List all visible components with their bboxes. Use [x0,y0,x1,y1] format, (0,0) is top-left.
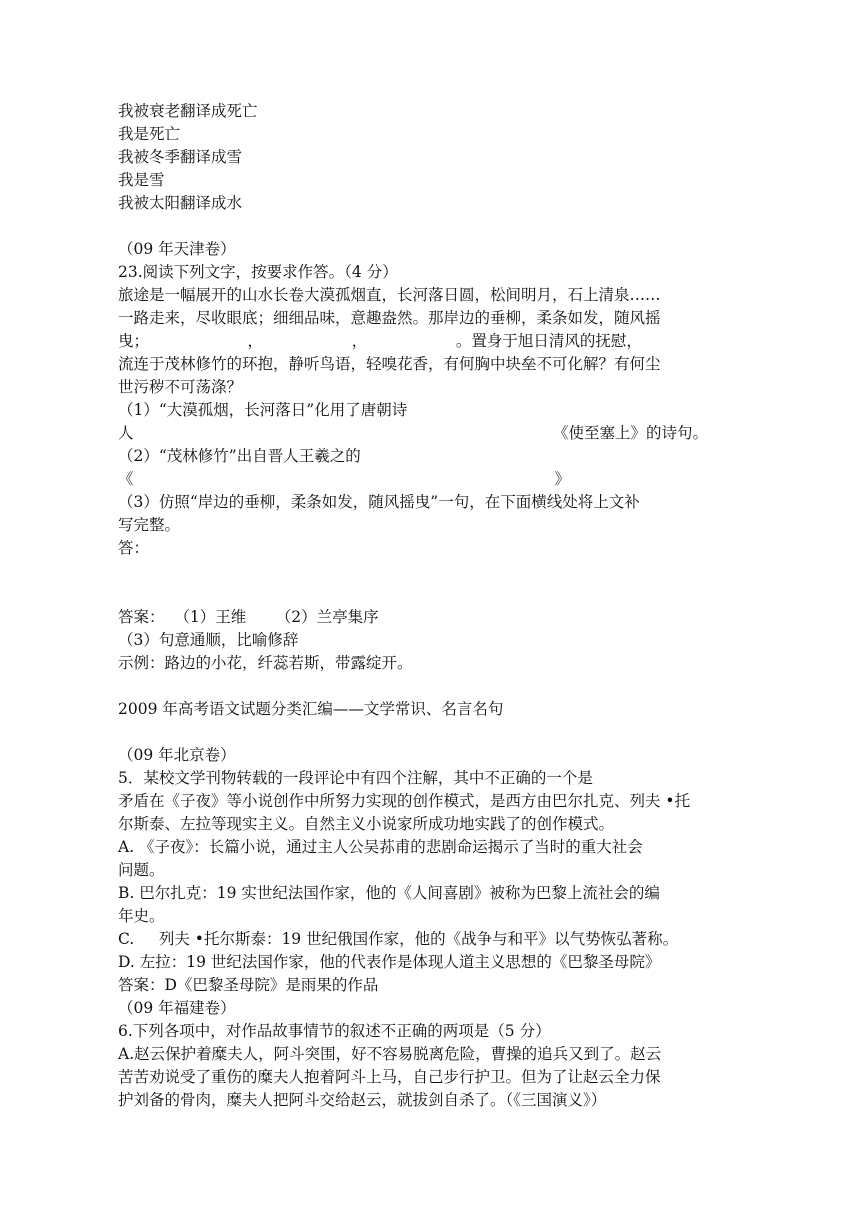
source-label: （09 年福建卷） [118,999,236,1017]
subquestion-2: （2）“茂林修竹”出自晋人王羲之的 [118,447,361,465]
option-line: 问题。 [118,861,165,879]
passage-line: 流连于茂林修竹的环抱，静听鸟语，轻嗅花香，有何胸中块垒不可化解？有何尘 [118,355,661,373]
question-line: 尔斯泰、左拉等现实主义。自然主义小说家所成功地实践了的创作模式。 [118,815,615,833]
poem [118,100,740,215]
answer-line: （3）句意通顺，比喻修辞 [118,631,299,649]
beijing-question [118,744,740,997]
question-line: 6.下列各项中，对作品故事情节的叙述不正确的两项是（5 分） [118,1022,551,1040]
option-line: B. 巴尔扎克：19 实世纪法国作家，他的《人间喜剧》被称为巴黎上流社会的编 [118,884,660,902]
poem-line: 我是死亡 [118,125,181,143]
answer-line: 示例：路边的小花，纤蕊若斯，带露绽开。 [118,654,413,672]
answer-line: 答案：D《巴黎圣母院》是雨果的作品 [118,976,379,994]
option-line: A.赵云保护着糜夫人，阿斗突围，好不容易脱离危险，曹操的追兵又到了。赵云 [118,1045,662,1063]
answer-line: 答案： （1）王维 （2）兰亭集序 [118,608,379,626]
option-line: D. 左拉：19 世纪法国作家，他的代表作是体现人道主义思想的《巴黎圣母院》 [118,953,661,971]
section-title: 2009 年高考语文试题分类汇编——文学常识、名言名句 [118,700,504,718]
answer-space [118,560,740,606]
option-line: 苦苦劝说受了重伤的糜夫人抱着阿斗上马，自己步行护卫。但为了让赵云全力保 [118,1068,661,1086]
option-line: 年史。 [118,907,165,925]
subquestion-3: （3）仿照“岸边的垂柳，柔条如发，随风摇曳”一句，在下面横线处将上文补 [118,493,640,511]
answer-label: 答： [118,539,150,557]
question-line: 5．某校文学刊物转载的一段评论中有四个注解，其中不正确的一个是 [118,769,593,787]
document-page [118,100,740,1112]
subquestion-3: 写完整。 [118,516,181,534]
option-line: A. 《子夜》：长篇小说，通过主人公吴荪甫的悲剧命运揭示了当时的重大社会 [118,838,643,856]
subquestion-1: （1）“大漠孤烟，长河落日”化用了唐朝诗 [118,401,408,419]
question-line: 矛盾在《子夜》等小说创作中所努力实现的创作模式，是西方由巴尔扎克、列夫 •托 [118,792,691,810]
passage-line: 一路走来，尽收眼底；细细品味，意趣盎然。那岸边的垂柳，柔条如发，随风摇 [118,309,661,327]
question-title: 23.阅读下列文字，按要求作答。（4 分） [118,263,398,281]
tianjin-question [118,238,740,675]
subquestion-1-blank-line [118,422,740,445]
spacer [118,721,740,744]
spacer [118,215,740,238]
spacer [118,675,740,698]
option-line: C. 列夫 •托尔斯泰：19 世纪俄国作家，他的《战争与和平》以气势恢弘著称。 [118,930,679,948]
fujian-question [118,997,740,1112]
blank-left: 人 [118,424,134,442]
blank-right: 》 [554,470,570,488]
source-label: （09 年天津卷） [118,240,236,258]
poem-line: 我是雪 [118,171,165,189]
subquestion-2-blank-line [118,468,740,491]
source-label: （09 年北京卷） [118,746,236,764]
poem-line: 我被衰老翻译成死亡 [118,102,258,120]
passage-line: 曳； ， ， 。置身于旭日清风的抚慰， [118,332,642,350]
option-line: 护刘备的骨肉，糜夫人把阿斗交给赵云，就拔剑自杀了。（《三国演义》） [118,1091,607,1109]
passage-line: 旅途是一幅展开的山水长卷大漠孤烟直，长河落日圆，松间明月，石上清泉…… [118,286,661,304]
poem-line: 我被太阳翻译成水 [118,194,243,212]
passage-line: 世污秽不可荡涤？ [118,378,243,396]
blank-left: 《 [118,470,134,488]
blank-right: 《使至塞上》的诗句。 [552,424,708,442]
poem-line: 我被冬季翻译成雪 [118,148,243,166]
